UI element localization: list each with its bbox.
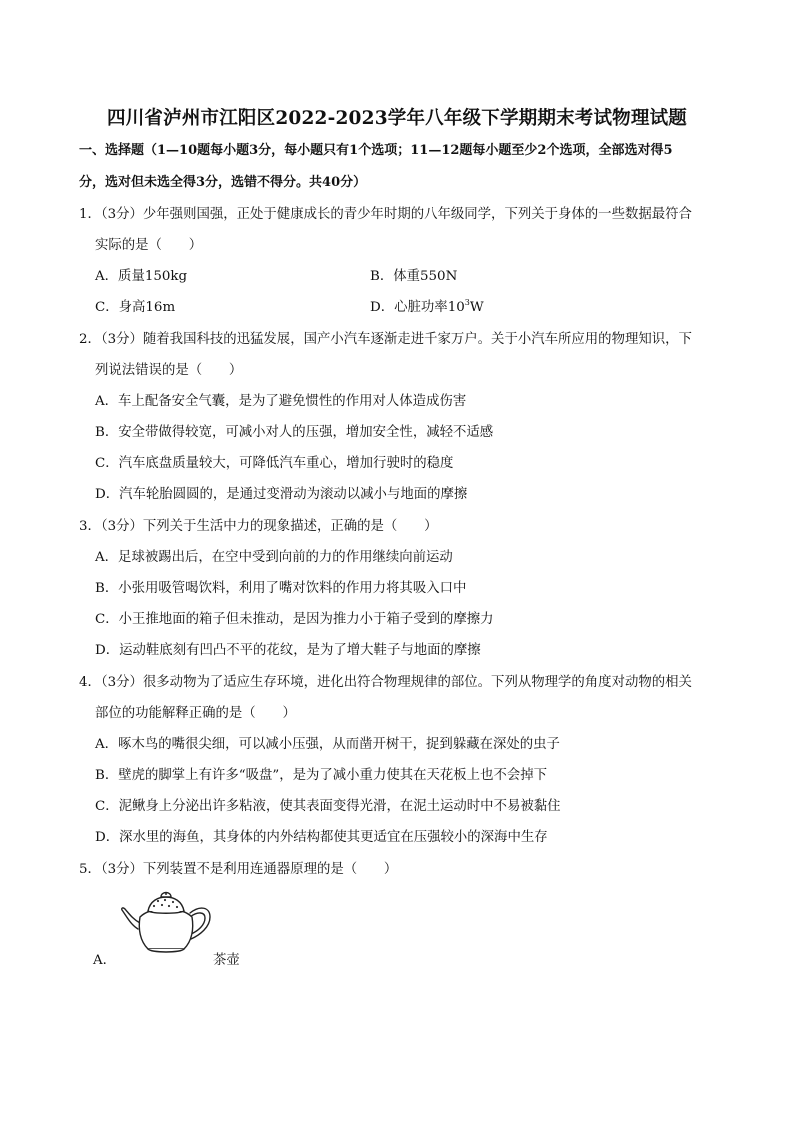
question-5-option-a-label: A． <box>93 953 117 968</box>
question-2-text: 2．（3分）随着我国科技的迅猛发展，国产小汽车逐渐走进千家万户。关于小汽车所应用的物理知识，下 <box>79 332 692 347</box>
question-3-text: 3．（3分）下列关于生活中力的现象描述，正确的是（ ） <box>79 519 438 534</box>
question-1-text-cont: 实际的是（ ） <box>95 238 203 253</box>
question-3-option-b: B．小张用吸管喝饮料，利用了嘴对饮料的作用力将其吸入口中 <box>95 581 467 596</box>
question-1-option-d: D．心脏功率$10^3W$ <box>370 298 484 315</box>
question-4-option-d: D．深水里的海鱼，其身体的内外结构都使其更适宜在压强较小的深海中生存 <box>95 830 548 845</box>
question-2-option-b: B．安全带做得较宽，可减小对人的压强，增加安全性，减轻不适感 <box>95 425 494 440</box>
question-1-option-b: B．体重550N <box>370 269 458 284</box>
question-4-text-cont: 部位的功能解释正确的是（ ） <box>95 706 296 721</box>
question-2-text-cont: 列说法错误的是（ ） <box>95 363 243 378</box>
section-heading-line-1: 一、选择题（1—10题每小题3分，每小题只有1个选项；11—12题每小题至少2个选项，全部选对得5 <box>79 143 673 158</box>
question-3-option-d: D．运动鞋底刻有凹凸不平的花纹，是为了增大鞋子与地面的摩擦 <box>95 643 481 658</box>
question-5-text: 5．（3分）下列装置不是利用连通器原理的是（ ） <box>79 862 398 877</box>
question-3-option-c: C．小王推地面的箱子但未推动，是因为推力小于箱子受到的摩擦力 <box>95 612 494 627</box>
page-title: 四川省泸州市江阳区2022-2023学年八年级下学期期末考试物理试题 <box>107 108 687 129</box>
question-1-option-a: A．质量150kg <box>95 269 188 284</box>
question-2-option-a: A．车上配备安全气囊，是为了避免惯性的作用对人体造成伤害 <box>95 394 467 409</box>
section-heading-line-2: 分，选对但未选全得3分，选错不得分。共40分） <box>79 175 367 190</box>
exponent: 3 <box>464 298 470 307</box>
question-5-option-a-caption: 茶壶 <box>213 953 240 968</box>
question-4-option-b: B．壁虎的脚掌上有许多“吸盘”，是为了减小重力使其在天花板上也不会掉下 <box>95 768 548 783</box>
question-1-text: 1．（3分）少年强则国强，正处于健康成长的青少年时期的八年级同学，下列关于身体的一些数据最符合 <box>79 207 692 222</box>
teapot-image <box>118 883 214 959</box>
question-4-text: 4．（3分）很多动物为了适应生存环境，进化出符合物理规律的部位。下列从物理学的角度对动物的相关 <box>79 675 692 690</box>
question-1-option-c: C．身高16m <box>95 300 176 315</box>
question-4-option-a: A．啄木鸟的嘴很尖细，可以减小压强，从而凿开树干，捉到躲藏在深处的虫子 <box>95 737 560 752</box>
question-2-option-d: D．汽车轮胎圆圆的，是通过变滑动为滚动以减小与地面的摩擦 <box>95 487 468 502</box>
question-4-option-c: C．泥鳅身上分泌出许多粘液，使其表面变得光滑，在泥土运动时中不易被黏住 <box>95 799 561 814</box>
question-3-option-a: A．足球被踢出后，在空中受到向前的力的作用继续向前运动 <box>95 550 453 565</box>
question-2-option-c: C．汽车底盘质量较大，可降低汽车重心，增加行驶时的稳度 <box>95 456 454 471</box>
